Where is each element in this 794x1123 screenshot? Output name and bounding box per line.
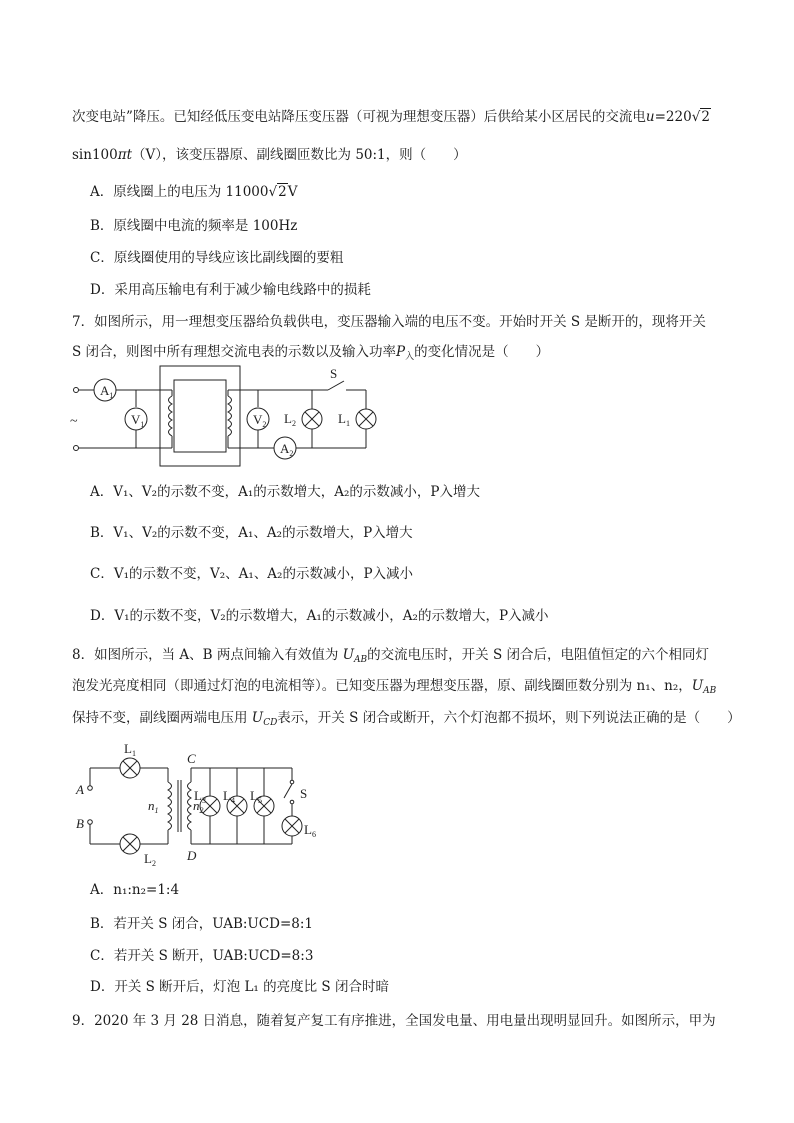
lamp-l4-label: $L_4$ [223, 788, 235, 805]
n1-label: $n_1$ [148, 798, 159, 815]
q6-option-b: B．原线圈中电流的频率是 100Hz [90, 218, 298, 234]
terminal-a-label: A [76, 782, 84, 797]
sqrt-symbol: √2 [268, 184, 287, 200]
q8-option-d: D．开关 S 断开后，灯泡 L₁ 的亮度比 S 闭合时暗 [90, 979, 389, 995]
switch-s-label: S [330, 366, 338, 381]
q8-line2: 泡发光亮度相同（即通过灯泡的电流相等）。已知变压器为理想变压器，原、副线圈匝数分别为 n₁、n₂，$U_{AB}$ [72, 678, 717, 696]
q8-option-a: A．n₁:n₂=1:4 [90, 882, 180, 898]
q7-option-c: C．V₁的示数不变，V₂、A₁、A₂的示数减小，P入减小 [90, 566, 414, 582]
q6-option-c: C．原线圈使用的导线应该比副线圈的要粗 [90, 250, 344, 266]
q6-option-a: A．原线圈上的电压为 11000√2V [90, 184, 298, 200]
q8-option-b: B．若开关 S 闭合，UAB:UCD=8:1 [90, 916, 314, 932]
q7-option-d: D．V₁的示数不变，V₂的示数增大，A₁的示数减小，A₂的示数增大，P入减小 [90, 608, 549, 624]
ammeter-a1-label: $A_1$ [100, 383, 114, 400]
q9-line1: 9．2020 年 3 月 28 日消息，随着复产复工有序推进，全国发电量、用电量出现明显回升。如图所示，甲为 [72, 1013, 716, 1029]
lamp-l1-label: $L_1$ [338, 411, 350, 428]
q7-circuit-diagram [66, 362, 386, 472]
q8-option-c: C．若开关 S 断开，UAB:UCD=8:3 [90, 948, 314, 964]
lamp-l1-label: $L_1$ [124, 741, 136, 758]
lamp-l2-label: $L_2$ [284, 411, 296, 428]
switch-s-label: S [300, 786, 308, 801]
terminal-c-label: C [187, 751, 196, 766]
q8-line1: 8．如图所示，当 A、B 两点间输入有效值为 $U_{AB}$的交流电压时，开关 S 闭合后，电阻值恒定的六个相同灯 [72, 647, 709, 665]
q6-line1: 次变电站”降压。已知经低压变电站降压变压器（可视为理想变压器）后供给某小区居民的交流电u=220√2 [72, 109, 710, 125]
sqrt-symbol: √2 [691, 109, 710, 125]
lamp-l6-label: $L_6$ [304, 822, 316, 839]
q7-line2: S 闭合，则图中所有理想交流电表的示数以及输入功率$P_入$的变化情况是（ ） [72, 344, 550, 362]
terminal-d-label: D [187, 848, 197, 863]
q8-circuit-diagram [70, 738, 330, 868]
q8-line3: 保持不变，副线圈两端电压用 $U_{CD}$表示，开关 S 闭合或断开，六个灯泡都不损坏，则下列说法正确的是（ ） [72, 710, 741, 728]
ac-source-symbol: ~ [70, 414, 78, 429]
lamp-l5-label: $L_5$ [250, 788, 262, 805]
q7-option-b: B．V₁、V₂的示数不变，A₁、A₂的示数增大，P入增大 [90, 525, 413, 541]
q7-line1: 7．如图所示，用一理想变压器给负载供电，变压器输入端的电压不变。开始时开关 S 是断开的，现将开关 [72, 314, 706, 330]
q6-option-d: D．采用高压输电有利于减少输电线路中的损耗 [90, 282, 371, 298]
terminal-b-label: B [76, 816, 84, 831]
q6-line2: sin100πt（V），该变压器原、副线圈匝数比为 50:1，则（ ） [72, 147, 467, 163]
lamp-l2-label: $L_2$ [144, 851, 156, 868]
n2-label: $n_2$ [193, 798, 204, 815]
voltmeter-v2-label: $V_2$ [253, 412, 267, 429]
ammeter-a2-label: $A_2$ [280, 441, 294, 458]
lamp-l3-label: $L_3$ [194, 788, 206, 805]
q7-option-a: A．V₁、V₂的示数不变，A₁的示数增大，A₂的示数减小，P入增大 [90, 484, 480, 500]
voltmeter-v1-label: $V_1$ [131, 412, 145, 429]
